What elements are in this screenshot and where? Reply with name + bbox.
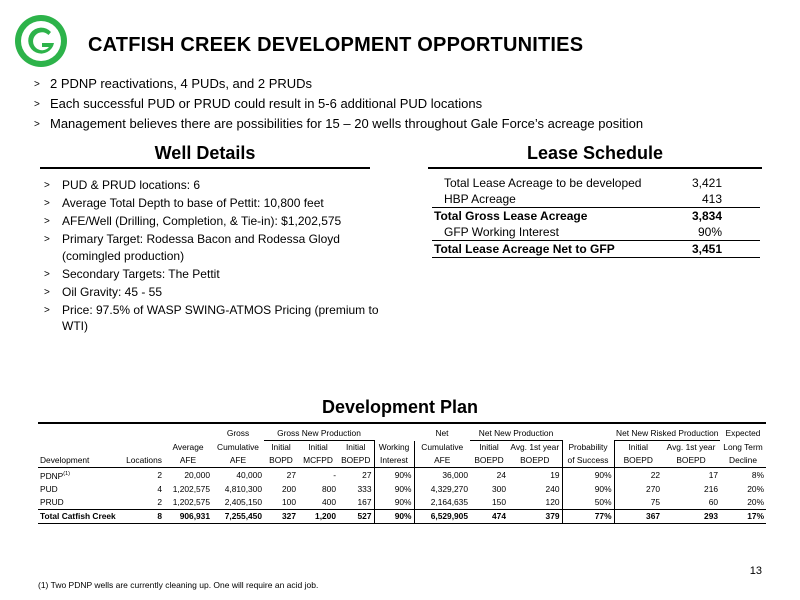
dev-header-cell: Probability bbox=[562, 441, 614, 455]
dev-table-cell: 90% bbox=[562, 468, 614, 483]
dev-table-cell: 60 bbox=[708, 496, 719, 507]
dev-table-cell: 17 bbox=[708, 469, 719, 480]
dev-table-cell: 2,405,150 bbox=[224, 496, 262, 507]
dev-header-cell: Cumulative bbox=[421, 441, 464, 452]
dev-table-cell: 240 bbox=[545, 483, 560, 494]
lease-label: GFP Working Interest bbox=[444, 225, 559, 239]
footnote-marker: (1) bbox=[63, 471, 71, 477]
intro-bullet-list bbox=[34, 74, 774, 134]
dev-table-row bbox=[38, 483, 766, 496]
dev-total-cell: 327 bbox=[264, 509, 298, 523]
dev-table-cell: PDNP$^{(1)}$ bbox=[40, 470, 71, 481]
lease-schedule-table bbox=[432, 175, 760, 258]
dev-table-row bbox=[38, 496, 766, 510]
dev-table-cell: 20,000 bbox=[184, 469, 210, 480]
well-detail-item: > Price: 97.5% of WASP SWING-ATMOS Pricing (premium to WTI) bbox=[44, 302, 384, 335]
well-details-title: Well Details bbox=[154, 143, 256, 163]
dev-column-header-row bbox=[38, 454, 766, 468]
dev-table-cell: 36,000 bbox=[442, 469, 468, 480]
dev-group-header: Expected bbox=[725, 428, 761, 439]
dev-table-cell: 90% bbox=[374, 483, 414, 496]
dev-table-cell: PRUD bbox=[40, 496, 64, 507]
well-detail-item: > Primary Target: Rodessa Bacon and Rodessa Gloyd (comingled production) bbox=[44, 231, 384, 264]
well-details-divider bbox=[40, 167, 370, 169]
dev-table-cell: 1,202,575 bbox=[172, 483, 210, 494]
intro-bullet: > 2 PDNP reactivations, 4 PUDs, and 2 PRUDs bbox=[34, 74, 774, 94]
dev-table-cell: 2 bbox=[157, 469, 162, 480]
dev-table-cell: 27 bbox=[362, 469, 372, 480]
dev-total-cell: 77% bbox=[562, 509, 614, 523]
dev-header-row bbox=[38, 441, 766, 455]
dev-total-cell: 6,529,905 bbox=[414, 509, 470, 523]
dev-column-header: Development bbox=[38, 454, 124, 468]
dev-header-cell: Long Term bbox=[723, 441, 763, 452]
dev-header-cell: Avg. 1st year bbox=[666, 442, 716, 452]
dev-total-cell: 474 bbox=[470, 509, 508, 523]
lease-value: 3,451 bbox=[678, 241, 760, 258]
dev-column-header: AFE bbox=[164, 454, 212, 468]
gale-force-logo bbox=[14, 14, 68, 68]
dev-table-cell: 300 bbox=[492, 483, 506, 494]
lease-label: Total Lease Acreage Net to GFP bbox=[432, 241, 678, 258]
dev-group-header: Gross bbox=[226, 428, 250, 439]
dev-table-cell: 150 bbox=[492, 496, 506, 507]
dev-table-cell: 90% bbox=[374, 468, 414, 483]
dev-group-header: Net New Risked Production bbox=[614, 427, 720, 441]
dev-table-cell: 4,329,270 bbox=[430, 483, 468, 494]
dev-column-header: Locations bbox=[124, 454, 164, 468]
dev-table-cell: 200 bbox=[282, 483, 296, 494]
dev-column-header: BOEPD bbox=[508, 454, 562, 468]
dev-table-cell: 27 bbox=[286, 469, 296, 480]
well-detail-item: > Oil Gravity: 45 - 55 bbox=[44, 284, 384, 301]
dev-table-cell: 8% bbox=[751, 469, 765, 480]
lease-total-row bbox=[432, 208, 760, 225]
dev-column-header: Interest bbox=[374, 454, 414, 468]
dev-column-header: AFE bbox=[414, 454, 470, 468]
development-plan-table bbox=[38, 427, 766, 524]
dev-total-cell: 17% bbox=[720, 509, 766, 523]
dev-table-cell: 24 bbox=[496, 469, 506, 480]
dev-total-cell: 8 bbox=[124, 509, 164, 523]
dev-group-header: Gross New Production bbox=[264, 427, 374, 441]
dev-table-cell: 333 bbox=[357, 483, 372, 494]
dev-header-cell bbox=[124, 441, 164, 455]
dev-table-cell: 400 bbox=[322, 496, 336, 507]
lease-schedule-divider bbox=[428, 167, 762, 169]
lease-value: 3,834 bbox=[678, 208, 760, 225]
dev-table-cell: 2 bbox=[157, 496, 162, 507]
dev-table-cell: - bbox=[333, 469, 336, 480]
well-detail-item: > AFE/Well (Drilling, Completion, & Tie-in): $1,202,575 bbox=[44, 213, 384, 230]
lease-net-total-row bbox=[432, 241, 760, 258]
dev-table-cell: 90% bbox=[374, 496, 414, 510]
dev-total-cell: 379 bbox=[508, 509, 562, 523]
dev-column-header: MCFPD bbox=[298, 454, 338, 468]
dev-total-cell: 527 bbox=[338, 509, 374, 523]
dev-header-cell: Initial bbox=[628, 442, 649, 452]
dev-header-cell bbox=[38, 441, 124, 455]
intro-bullet: > Each successful PUD or PRUD could result in 5-6 additional PUD locations bbox=[34, 94, 774, 114]
intro-bullet: > Management believes there are possibilities for 15 – 20 wells throughout Gale Force’s acreage position bbox=[34, 114, 774, 134]
dev-table-cell: 40,000 bbox=[236, 469, 262, 480]
development-plan-divider bbox=[38, 422, 766, 424]
lease-schedule-title: Lease Schedule bbox=[526, 143, 664, 163]
dev-table-cell: 100 bbox=[282, 496, 296, 507]
dev-table-cell: 20% bbox=[747, 483, 765, 494]
dev-column-header: BOEPD bbox=[470, 454, 508, 468]
dev-table-cell: 50% bbox=[562, 496, 614, 510]
lease-row bbox=[432, 175, 760, 191]
dev-total-cell: 367 bbox=[614, 509, 662, 523]
page-title: CATFISH CREEK DEVELOPMENT OPPORTUNITIES bbox=[88, 34, 584, 56]
lease-value: 3,421 bbox=[691, 176, 722, 190]
dev-table-cell: 4,810,300 bbox=[224, 483, 262, 494]
dev-table-body bbox=[38, 468, 766, 524]
dev-table-cell: 4 bbox=[157, 483, 162, 494]
well-detail-item: > PUD & PRUD locations: 6 bbox=[44, 177, 384, 194]
well-detail-item: > Average Total Depth to base of Pettit: 10,800 feet bbox=[44, 195, 384, 212]
dev-group-header: Net bbox=[435, 428, 449, 439]
dev-table-cell: 167 bbox=[357, 496, 372, 507]
dev-header-cell: Initial bbox=[308, 442, 328, 452]
dev-header-cell: Cumulative bbox=[217, 441, 259, 452]
dev-table-cell: 90% bbox=[562, 483, 614, 496]
dev-table-cell: 800 bbox=[322, 483, 336, 494]
dev-column-header: BOEPD bbox=[338, 454, 374, 468]
dev-table-cell: PUD bbox=[40, 483, 58, 494]
dev-column-header: AFE bbox=[212, 454, 264, 468]
dev-total-cell: 7,255,450 bbox=[212, 509, 264, 523]
lease-label: Total Lease Acreage to be developed bbox=[444, 176, 642, 190]
dev-table-cell: 20% bbox=[747, 496, 765, 507]
dev-column-header: BOEPD bbox=[662, 454, 720, 468]
dev-table-cell: 22 bbox=[650, 469, 661, 480]
dev-header-cell: Initial bbox=[271, 442, 291, 452]
footnote: (1) Two PDNP wells are currently cleaning up. One will require an acid job. bbox=[38, 580, 319, 590]
dev-header-cell: Average bbox=[172, 441, 204, 452]
dev-table-cell: 1,202,575 bbox=[172, 496, 210, 507]
well-details-list bbox=[44, 177, 384, 336]
dev-table-cell: 75 bbox=[650, 496, 661, 507]
dev-table-cell: 120 bbox=[545, 496, 560, 507]
dev-total-cell: 293 bbox=[662, 509, 720, 523]
development-plan-title: Development Plan bbox=[321, 397, 479, 417]
lease-label: Total Gross Lease Acreage bbox=[432, 208, 678, 225]
dev-group-header: Net New Production bbox=[470, 427, 562, 441]
dev-header-cell: Working bbox=[374, 441, 414, 455]
page-number: 13 bbox=[749, 565, 762, 577]
lease-value: 90% bbox=[697, 225, 722, 239]
dev-column-header: of Success bbox=[562, 454, 614, 468]
lease-label: HBP Acreage bbox=[444, 192, 516, 206]
dev-table-cell: 19 bbox=[550, 469, 560, 480]
dev-table-cell: 2,164,635 bbox=[430, 496, 468, 507]
dev-total-cell: 90% bbox=[374, 509, 414, 523]
dev-table-row bbox=[38, 468, 766, 483]
dev-header-cell: Avg. 1st year bbox=[510, 442, 560, 452]
dev-total-cell: 906,931 bbox=[164, 509, 212, 523]
lease-value: 413 bbox=[701, 192, 722, 206]
dev-table-cell: 216 bbox=[704, 483, 719, 494]
lease-row bbox=[432, 191, 760, 208]
dev-column-header: Decline bbox=[720, 454, 766, 468]
dev-group-header-row bbox=[38, 427, 766, 441]
dev-total-cell: Total Catfish Creek bbox=[38, 509, 124, 523]
dev-table-cell: 270 bbox=[646, 483, 661, 494]
dev-column-header: BOEPD bbox=[614, 454, 662, 468]
dev-total-cell: 1,200 bbox=[298, 509, 338, 523]
lease-row bbox=[432, 224, 760, 241]
dev-header-cell: Initial bbox=[345, 442, 366, 452]
well-detail-item: > Secondary Targets: The Pettit bbox=[44, 266, 384, 283]
dev-total-row bbox=[38, 509, 766, 523]
dev-header-cell: Initial bbox=[479, 442, 499, 452]
dev-column-header: BOPD bbox=[264, 454, 298, 468]
